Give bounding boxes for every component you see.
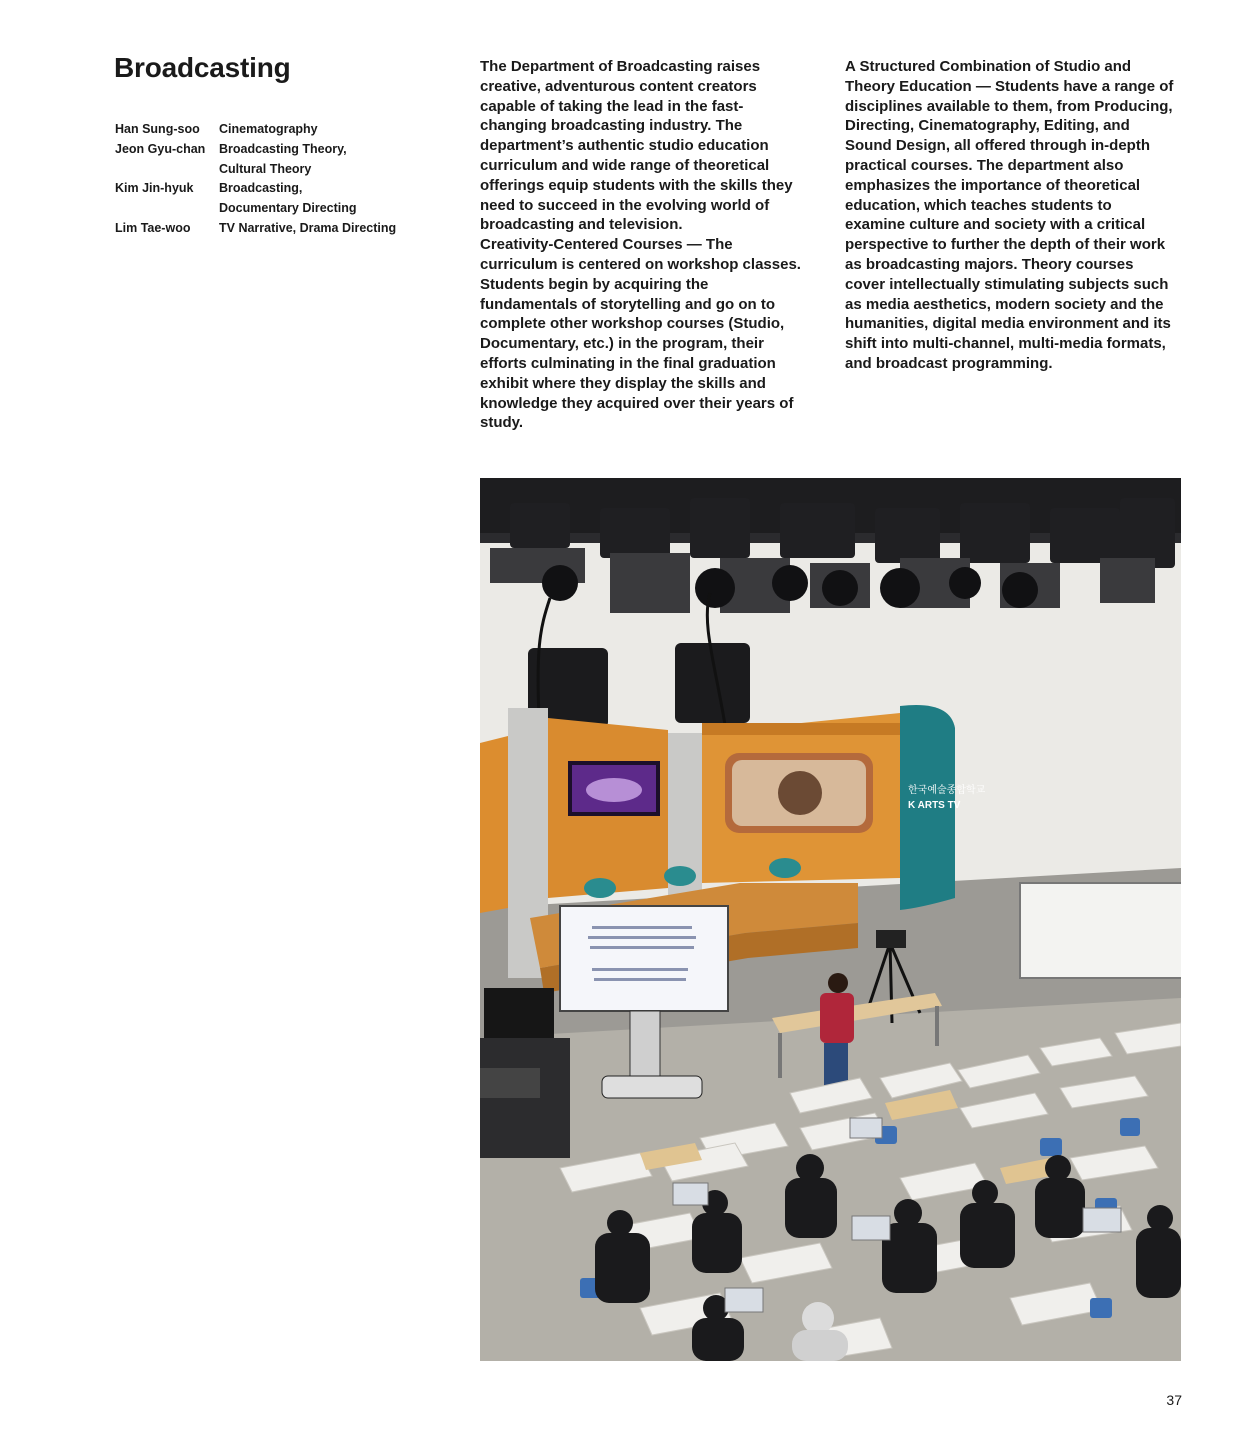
faculty-name: Han Sung-soo (115, 122, 200, 136)
set-sign-brand: K ARTS TV (908, 800, 961, 811)
theory-paragraph: A Structured Combination of Studio and Theory Education — Students have a range of disciplines available to them, from Producing, Directing, Cinematography, Editing, and Sound Design, all offered through in-depth practical courses. The department also emphasizes the importance of theoretical education, which teaches students to examine culture and society with a critical perspective to further the depth of their work as broadcasting majors. Theory courses cover intellectually stimulating subjects such as media aesthetics, modern society and the humanities, digital media environment and its shift into multi-channel, multi-media formats, and broadcast programming. (845, 58, 1174, 372)
faculty-subject-line: Cultural Theory (219, 161, 312, 176)
faculty-subject-line: Broadcasting, (219, 181, 303, 196)
faculty-subject-line: Cinematography (219, 122, 318, 136)
faculty-list (115, 120, 425, 239)
studio-classroom-photo (480, 478, 1181, 1361)
faculty-subject (219, 179, 425, 219)
faculty-name: Jeon Gyu-chan (115, 141, 206, 156)
faculty-name: Lim Tae-woo (115, 220, 191, 235)
faculty-subject (219, 120, 425, 140)
faculty-subject-line: Documentary Directing (219, 201, 357, 216)
faculty-subject-line: TV Narrative, Drama Directing (219, 220, 397, 235)
faculty-row (115, 140, 425, 180)
page-title: Broadcasting (114, 52, 291, 83)
faculty-name: Kim Jin-hyuk (115, 181, 194, 196)
faculty-subject (219, 140, 425, 180)
faculty-subject (219, 219, 425, 239)
faculty-row (115, 179, 425, 219)
faculty-row (115, 120, 425, 140)
faculty-subject-line: Broadcasting Theory, (219, 141, 347, 156)
set-sign-korean: 한국예술종합학교 (908, 785, 986, 796)
body-column-2 (845, 57, 1175, 374)
courses-paragraph: Creativity-Centered Courses — The curriculum is centered on workshop classes. Students begin by acquiring the fundamentals of storytelling and go on to complete other workshop courses (Studio, Documentary, etc.) in the program, their efforts culminating in the final graduation exhibit where they display the skills and knowledge they acquired over their years of study. (480, 236, 801, 432)
page-number: 37 (1166, 1392, 1182, 1408)
body-column-1 (480, 57, 810, 433)
intro-paragraph: The Department of Broadcasting raises creative, adventurous content creators capable of taking the lead in the fast-changing broadcasting industry. The department’s authentic studio education curriculum and wide range of theoretical offerings equip students with the skills they need to succeed in the evolving world of broadcasting and television. (480, 58, 793, 234)
faculty-row (115, 219, 425, 239)
